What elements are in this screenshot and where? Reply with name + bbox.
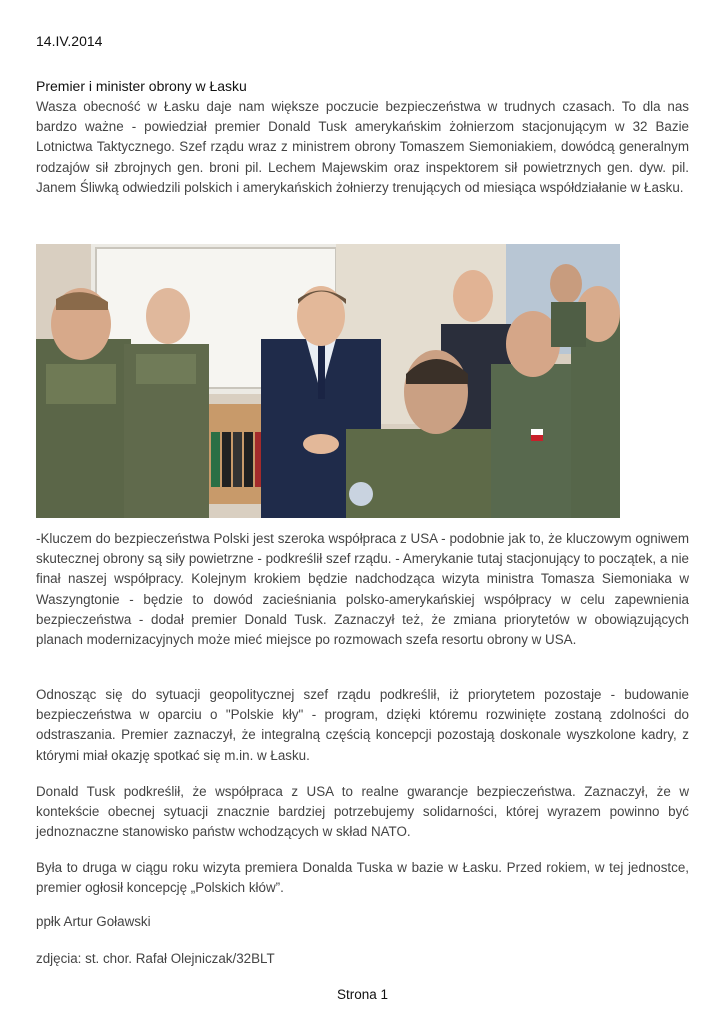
body-paragraph-3: Donald Tusk podkreślił, że współpraca z USA to realne gwarancje bezpieczeństwa. Zaznaczył, że w kontekście obecnej sytuacji znacznie bardziej potrzebujemy solidarności, której wyrazem powinno być jednoznaczne stanowisko państw wchodzących w skład NATO. <box>36 784 689 840</box>
page-number: Strona 1 <box>336 987 389 1002</box>
body-paragraph-2: Odnosząc się do sytuacji geopolitycznej szef rządu podkreślił, iż priorytetem pozostaje - budowanie bezpieczeństwa w oparciu o "Polskie kły" - program, dzięki któremu rozwinięte zostaną zdolności do odstraszania. Premier zaznaczył, że integralną częścią koncepcji pozostają doskonale wyszkolone kadry, z którymi miał okazję spotkać się m.in. w Łasku. <box>36 687 689 763</box>
article-author: ppłk Artur Goławski <box>36 914 151 929</box>
article-photo <box>36 244 620 518</box>
intro-paragraph: Wasza obecność w Łasku daje nam większe poczucie bezpieczeństwa w trudnych czasach. To dla nas bardzo ważne - powiedział premier Donald Tusk amerykańskim żołnierzom stacjonującym w 32 Bazie Lotnictwa Taktycznego. Szef rządu wraz z ministrem obrony Tomaszem Siemoniakiem, dowódcą generalnym rodzajów sił zbrojnych gen. broni pil. Lechem Majewskim oraz inspektorem sił powietrznych gen. dyw. pil. Janem Śliwką odwiedzili polskich i amerykańskich żołnierzy trenujących od miesiąca współdziałanie w Łasku. <box>36 99 689 195</box>
body-paragraph-1: -Kluczem do bezpieczeństwa Polski jest szeroka współpraca z USA - podobnie jak to, że kluczowym ogniwem skutecznej obrony są siły powietrzne - podkreślił szef rządu. - Amerykanie tutaj stacjonujący to początek, a nie finał naszej współpracy. Kolejnym krokiem będzie nadchodząca wizyta ministra Tomasza Siemoniaka w Waszyngtonie - będzie to dowód zacieśniania polsko-amerykańskiej współpracy w celu zapewnienia bezpieczeństwa - dodał premier Donald Tusk. Zaznaczył też, że zmiana priorytetów w obowiązujących planach modernizacyjnych może mieć miejsce po rozmowach szefa resortu obrony w USA. <box>36 531 689 648</box>
body-paragraph-4: Była to druga w ciągu roku wizyta premiera Donalda Tuska w bazie w Łasku. Przed rokiem, w tej jednostce, premier ogłosił koncepcję „Polskich kłów”. <box>36 860 689 896</box>
photo-credit: zdjęcia: st. chor. Rafał Olejniczak/32BLT <box>36 951 275 966</box>
document-date: 14.IV.2014 <box>36 33 103 49</box>
article-title: Premier i minister obrony w Łasku <box>36 78 247 94</box>
